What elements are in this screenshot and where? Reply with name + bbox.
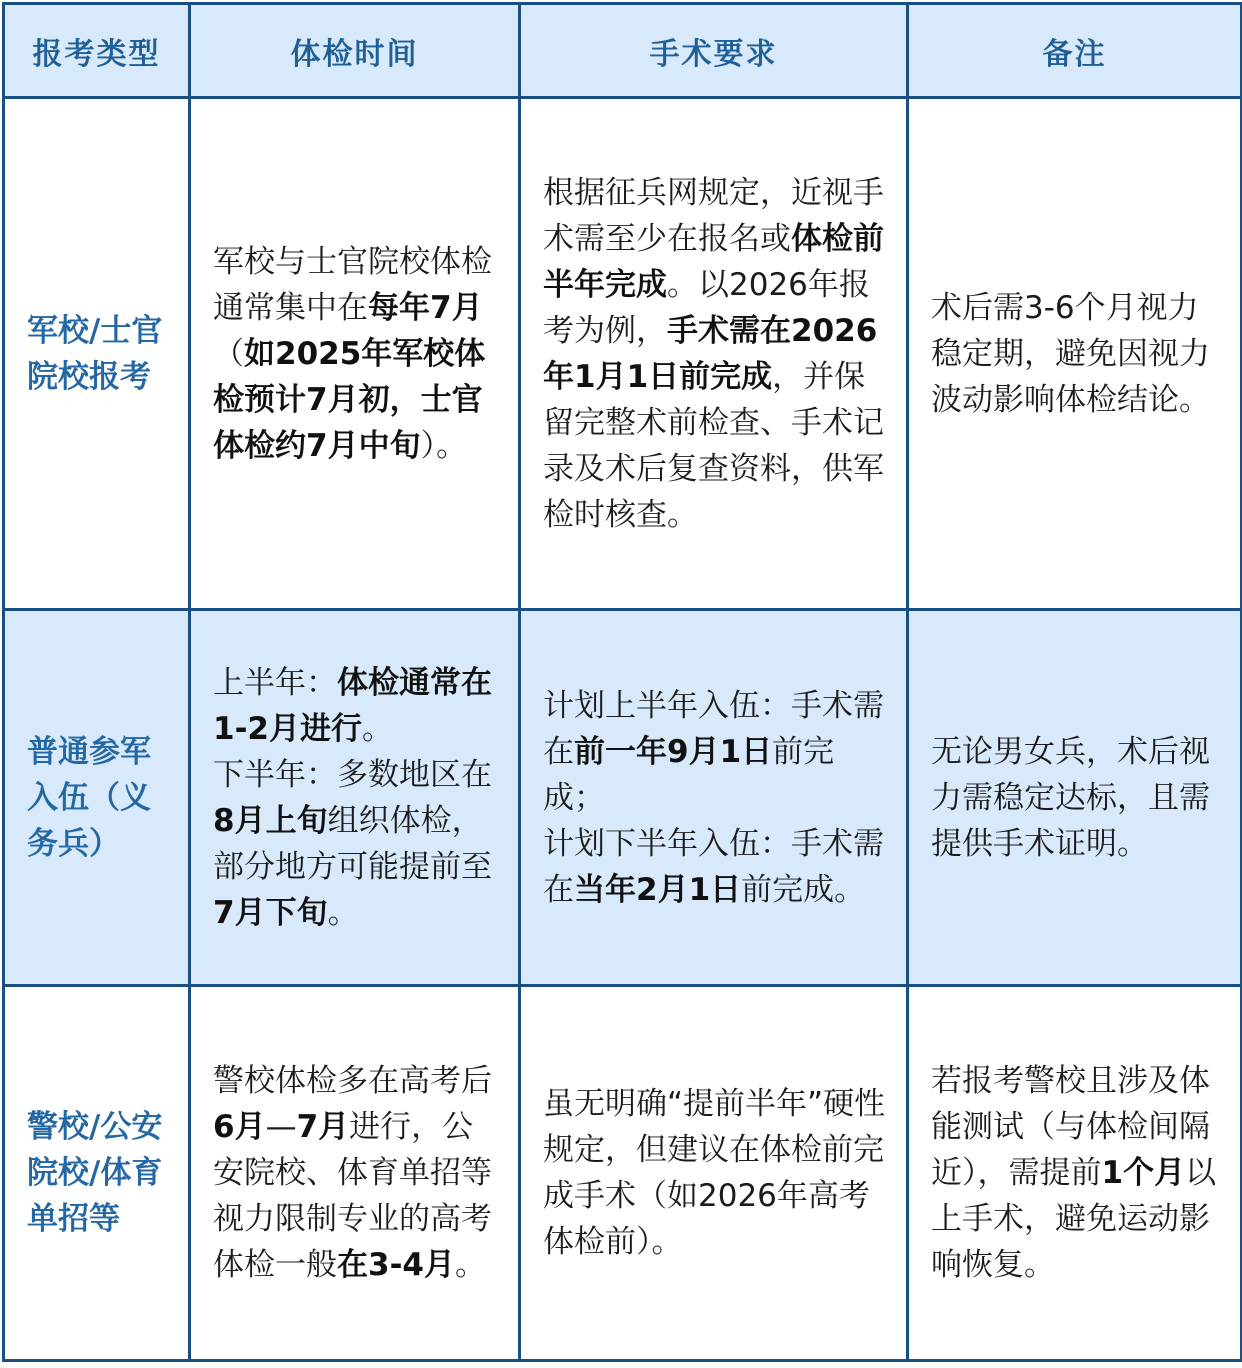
cell-text: — [265, 1109, 297, 1145]
cell-text: 若报考警校且涉及体能测试（与体检间隔近），需提前 [931, 1063, 1210, 1191]
cell-text: 计划下半年入伍：手术需在 [543, 825, 884, 908]
exam-time-cell [190, 986, 520, 1361]
cell-text: 警校体检多在高考后 [213, 1063, 492, 1099]
cell-text: 军校与士官院校体检通常集中在 [213, 243, 492, 326]
cell-text: 计划上半年入伍：手术需在 [543, 687, 884, 770]
exam-time-cell [190, 98, 520, 610]
emphasis-text: 1个月 [1101, 1155, 1186, 1191]
emphasis-text: 前一年9月1日 [574, 733, 773, 770]
note-cell [908, 986, 1242, 1361]
emphasis-text: 在3-4月 [337, 1247, 456, 1283]
cell-line [543, 821, 886, 913]
surgery-cell [520, 986, 908, 1361]
note-cell [908, 98, 1242, 610]
cell-line [213, 752, 498, 936]
emphasis-text: 7月 [296, 1109, 350, 1145]
cell-text: 以上手术，避免运动影响恢复。 [931, 1155, 1217, 1283]
table-row [4, 986, 1242, 1361]
type-cell: 警校/公安院校/体育单招等 [4, 986, 190, 1361]
cell-text: 前完成； [543, 733, 835, 816]
header-exam-time: 体检时间 [190, 4, 520, 98]
emphasis-text: 体检前半年完成 [543, 220, 884, 303]
cell-text: 。以2026年报考为例， [543, 266, 870, 349]
emphasis-text: 体检通常在1-2月进行 [213, 664, 492, 747]
emphasis-text: 8月上旬 [213, 802, 328, 839]
emphasis-text: 7月下旬 [213, 894, 328, 931]
cell-text: ，并保留完整术前检查、手术记录及术后复查资料，供军检时核查。 [543, 358, 884, 533]
exam-time-cell [190, 610, 520, 986]
note-cell [908, 610, 1242, 986]
cell-text: 。 [327, 894, 359, 931]
header-note: 备注 [908, 4, 1242, 98]
cell-line [543, 683, 886, 821]
header-type: 报考类型 [4, 4, 190, 98]
cell-text: 虽无明确“提前半年”硬性规定，但建议在体检前完成手术（如2026年高考体检前）。 [543, 1086, 886, 1260]
header-row [4, 4, 1242, 98]
header-surgery: 手术要求 [520, 4, 908, 98]
cell-text: 根据征兵网规定，近视手术需至少在报名或 [543, 174, 884, 257]
cell-text: 。 [362, 710, 394, 747]
cell-text: 下半年：多数地区在 [213, 756, 492, 793]
type-cell: 普通参军入伍（义务兵） [4, 610, 190, 986]
emphasis-text: 如2025年军校体检预计7月初，士官体检约7月中旬 [213, 335, 486, 464]
cell-text: 前完成。 [741, 871, 866, 908]
surgery-cell [520, 98, 908, 610]
cell-line [213, 660, 498, 752]
surgery-cell [520, 610, 908, 986]
cell-text: 上半年： [213, 664, 337, 701]
emphasis-text: 6月 [213, 1109, 266, 1145]
table-row [4, 610, 1242, 986]
cell-text: 。 [455, 1247, 487, 1283]
emphasis-text: 手术需在2026年1月1日前完成 [543, 312, 878, 395]
cell-text: 术后需3-6个月视力稳定期，避免因视力波动影响体检结论。 [931, 289, 1210, 418]
exam-surgery-table [2, 2, 1242, 1362]
cell-text: ）。 [420, 427, 468, 464]
emphasis-text: 当年2月1日 [574, 871, 742, 908]
cell-text: 组织体检，部分地方可能提前至 [213, 802, 492, 885]
type-cell: 军校/士官院校报考 [4, 98, 190, 610]
cell-text: 无论男女兵，术后视力需稳定达标，且需提供手术证明。 [931, 733, 1210, 862]
table-row [4, 98, 1242, 610]
emphasis-text: 每年7月 [368, 289, 483, 326]
cell-text: （ [213, 335, 244, 372]
cell-text: 进行，公安院校、体育单招等视力限制专业的高考体检一般 [213, 1109, 492, 1283]
